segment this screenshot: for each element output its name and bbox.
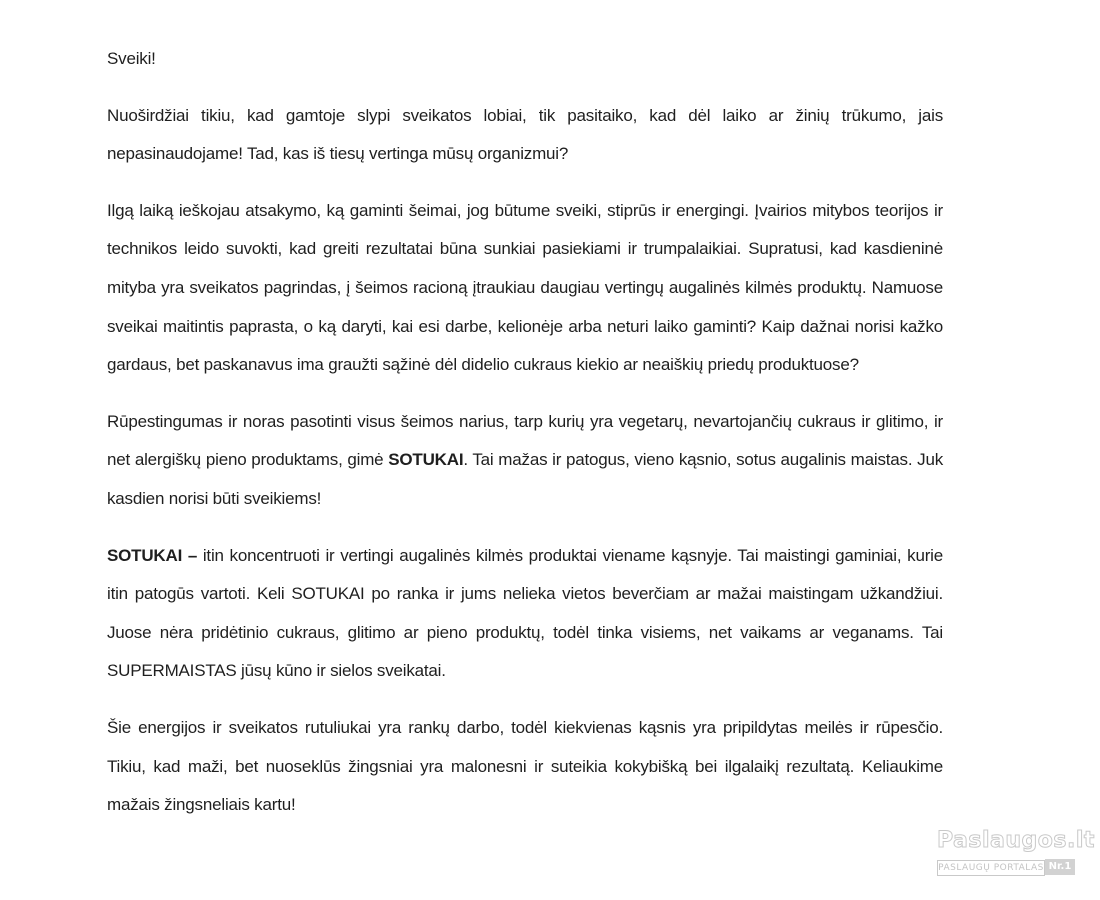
document-body xyxy=(107,40,943,843)
paragraph-product-text: itin koncentruoti ir vertingi augalinės kilmės produktai viename kąsnyje. Tai maistingi gaminiai, kurie itin patogūs vartoti. Keli SOTUKAI po ranka ir jums nelieka vietos beverčiam ar mažai maistingam užkandžiui. Juose nėra pridėtinio cukraus, glitimo ar pieno produktų, todėl tinka visiems, net vaikams ar veganams. Tai SUPERMAISTAS jūsų kūno ir sielos sveikatai. xyxy=(107,545,943,681)
paragraph-origin xyxy=(107,403,943,519)
watermark-logo xyxy=(937,828,1095,878)
paragraph-story: Ilgą laiką ieškojau atsakymo, ką gaminti šeimai, jog būtume sveiki, stiprūs ir energingi. Įvairios mitybos teorijos ir technikos leido suvokti, kad greiti rezultatai būna sunkiai pasiekiami ir trumpalaikiai. Supratusi, kad kasdieninė mityba yra sveikatos pagrindas, į šeimos racioną įtraukiau daugiau vertingų augalinės kilmės produktų. Namuose sveikai maitintis paprasta, o ką daryti, kai esi darbe, kelionėje arba neturi laiko gaminti? Kaip dažnai norisi kažko gardaus, bet paskanavus ima graužti sąžinė dėl didelio cukraus kiekio ar neaiškių priedų produktuose? xyxy=(107,200,943,375)
watermark-subtitle: PASLAUGŲ PORTALAS xyxy=(937,860,1045,876)
brand-lead: SOTUKAI – xyxy=(107,545,198,565)
watermark-badge: Nr.1 xyxy=(1045,859,1075,875)
paragraph-closing: Šie energijos ir sveikatos rutuliukai yra rankų darbo, todėl kiekvienas kąsnis yra pripildytas meilės ir rūpesčio. Tikiu, kad maži, bet nuoseklūs žingsniai yra malonesni ir suteikia kokybišką bei ilgalaikį rezultatą. Keliaukime mažais žingsneliais kartu! xyxy=(107,717,943,815)
greeting: Sveiki! xyxy=(107,49,156,68)
paragraph-intro: Nuoširdžiai tikiu, kad gamtoje slypi sveikatos lobiai, tik pasitaiko, kad dėl laiko ar žinių trūkumo, jais nepasinaudojame! Tad, kas iš tiesų vertinga mūsų organizmui? xyxy=(107,105,943,164)
paragraph-product xyxy=(107,537,943,691)
paragraph-origin-text: Rūpestingumas ir noras pasotinti visus šeimos narius, tarp kurių yra vegetarų, nevartojančių cukraus ir glitimo, ir net alergiškų pieno produktams, gimė xyxy=(107,411,943,470)
brand-name: SOTUKAI xyxy=(388,450,464,470)
paragraph-origin-text-end: . Tai mažas ir patogus, vieno kąsnio, sotus augalinis maistas. Juk kasdien norisi būti sveikiems! xyxy=(107,450,943,508)
watermark-title: Paslaugos.lt xyxy=(937,828,1095,853)
